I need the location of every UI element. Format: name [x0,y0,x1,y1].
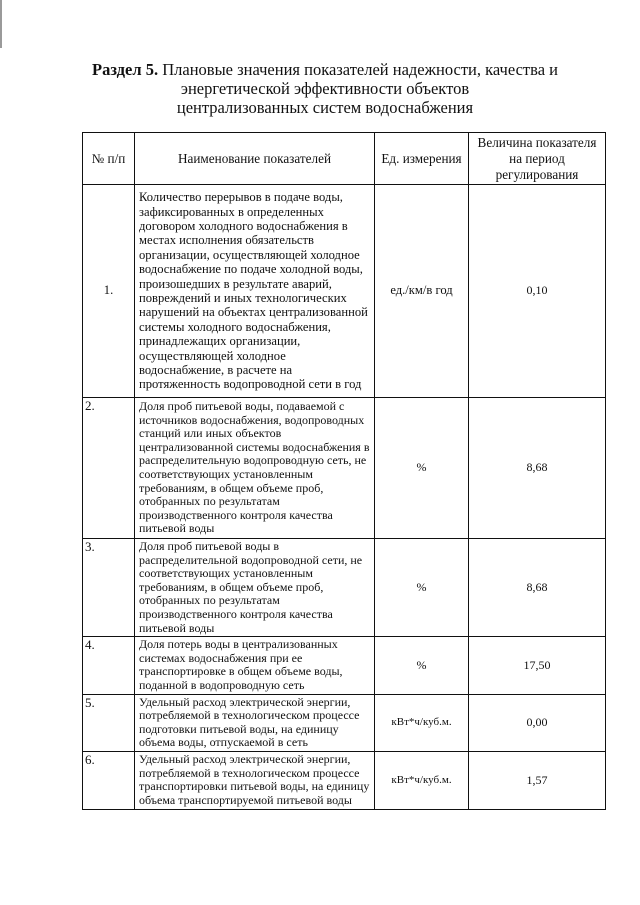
table-row [83,637,606,694]
table-header-row [83,133,606,185]
header-unit: Ед. измерения [375,133,469,185]
row-name: Доля проб питьевой воды, подаваемой с источников водоснабжения, водопроводных станций или иных объектов централизованной системы водоснабжения в распределительную водопроводную сеть, не соответствующих установленным требованиям, в общем объеме проб, отобранных по результатам производственного контроля качества питьевой воды [135,398,375,539]
section-heading [80,60,570,117]
row-value: 17,50 [469,637,606,694]
row-value: 0,00 [469,694,606,751]
indicators-table [82,132,606,810]
section-title-line-2: энергетической эффективности объектов [180,79,470,98]
row-unit: % [375,637,469,694]
row-value: 8,68 [469,398,606,539]
table-row [83,185,606,398]
row-num: 5. [83,694,135,751]
row-name: Количество перерывов в подаче воды, зафиксированных в определенных договором холодного водоснабжения в местах исполнения обязательств организации, осуществляющей холодное водоснабжение по подаче холодной воды, произошедших в результате аварий, повреждений и иных технологических нарушений на объектах централизованной системы холодного водоснабжения, принадлежащих организации, осуществляющей холодное водоснабжение, в расчете на протяженность водопроводной сети в год [135,185,375,398]
row-value: 8,68 [469,539,606,637]
row-num: 6. [83,751,135,809]
row-num: 4. [83,637,135,694]
section-number: Раздел 5. [92,60,159,79]
row-value: 0,10 [469,185,606,398]
row-unit: ед./км/в год [375,185,469,398]
header-name: Наименование показателей [135,133,375,185]
table-row [83,539,606,637]
row-name: Удельный расход электрической энергии, потребляемой в технологическом процессе транспортировки питьевой воды, на единицу объема транспортируемой питьевой воды [135,751,375,809]
row-unit: % [375,539,469,637]
row-num: 1. [83,185,135,398]
table-row [83,751,606,809]
section-title-line-3: централизованных систем водоснабжения [176,98,474,117]
row-num: 2. [83,398,135,539]
row-name: Удельный расход электрической энергии, потребляемой в технологическом процессе подготовки питьевой воды, на единицу объема воды, отпускаемой в сеть [135,694,375,751]
row-name: Доля потерь воды в централизованных системах водоснабжения при ее транспортировке в общем объеме воды, поданной в водопроводную сеть [135,637,375,694]
row-unit: кВт*ч/куб.м. [375,751,469,809]
section-title-line-1: Плановые значения показателей надежности, качества и [162,60,558,79]
header-num: № п/п [83,133,135,185]
row-num: 3. [83,539,135,637]
header-value: Величина показателя на период регулирования [469,133,606,185]
row-value: 1,57 [469,751,606,809]
row-unit: кВт*ч/куб.м. [375,694,469,751]
table-row [83,398,606,539]
table-row [83,694,606,751]
row-unit: % [375,398,469,539]
page-edge-mark [0,0,2,48]
row-name: Доля проб питьевой воды в распределительной водопроводной сети, не соответствующих установленным требованиям, в общем объеме проб, отобранных по результатам производственного контроля качества питьевой воды [135,539,375,637]
